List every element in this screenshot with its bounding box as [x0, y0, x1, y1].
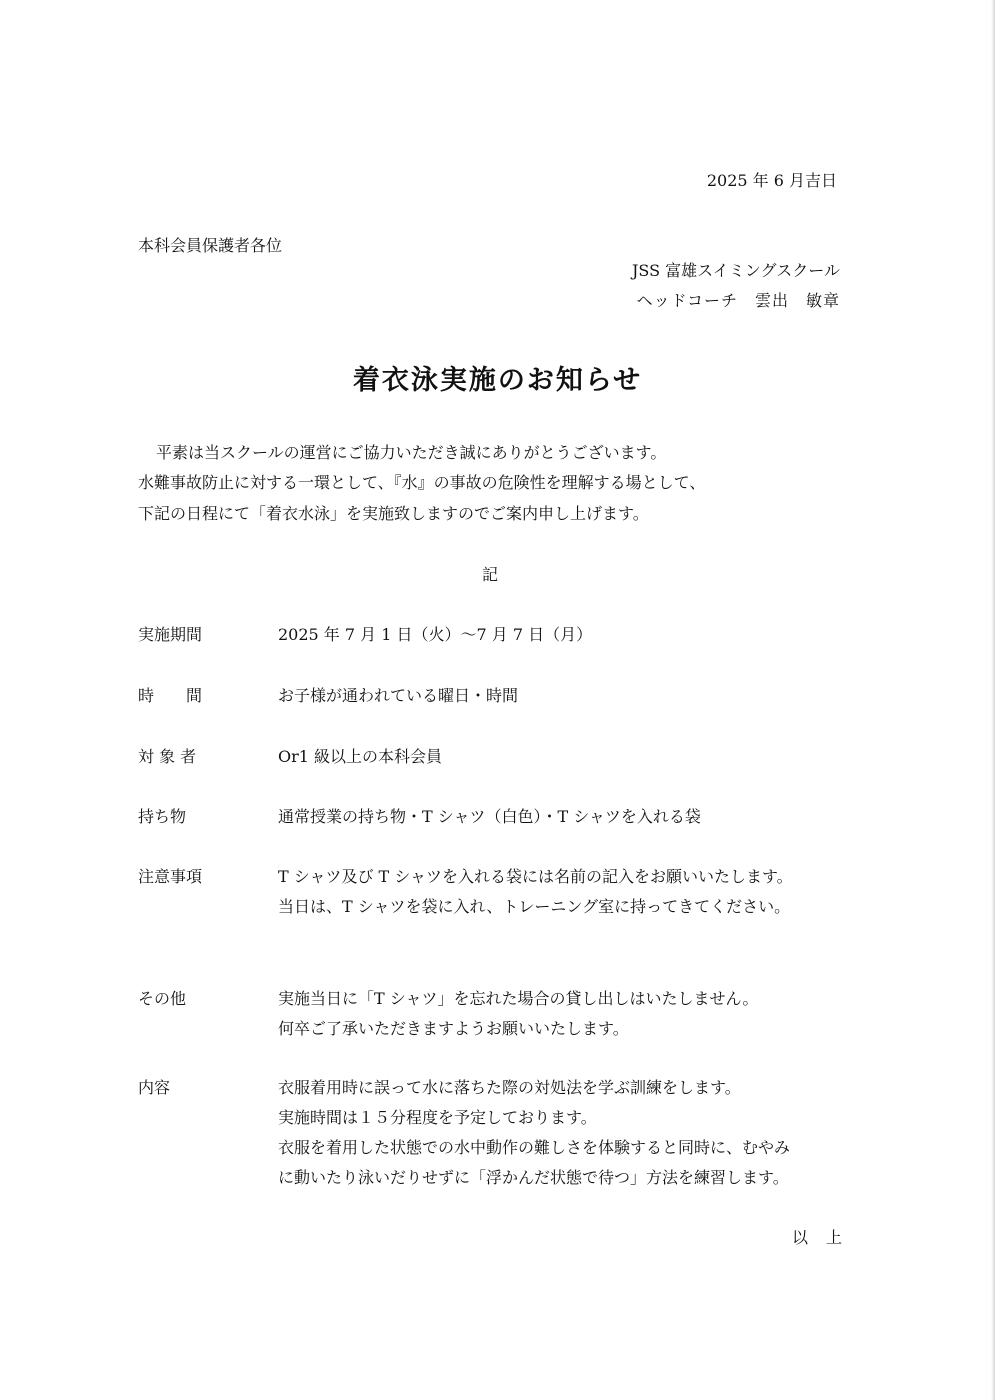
- issue-date: 2025 年 6 月吉日: [706, 171, 837, 190]
- item-value-time: お子様が通われている曜日・時間: [278, 686, 519, 705]
- item-value-target: Or1 級以上の本科会員: [278, 747, 443, 766]
- intro-line: 水難事故防止に対する一環として、『水』の事故の危険性を理解する場として、: [138, 473, 706, 492]
- recipient: 本科会員保護者各位: [138, 236, 283, 255]
- item-value-content-line: 実施時間は１５分程度を予定しております。: [278, 1108, 597, 1127]
- item-value-content-line: 衣服着用時に誤って水に落ちた際の対処法を学ぶ訓練をします。: [278, 1078, 741, 1097]
- item-value-belongings: 通常授業の持ち物・T シャツ（白色）・T シャツを入れる袋: [278, 807, 701, 826]
- item-label-content: 内容: [138, 1078, 171, 1097]
- item-value-notes-line: 当日は、T シャツを袋に入れ、トレーニング室に持ってきてください。: [278, 897, 791, 916]
- item-value-content-line: に動いたり泳いだりせずに「浮かんだ状態で待つ」方法を練習します。: [278, 1168, 789, 1187]
- item-value-other-line: 実施当日に「T シャツ」を忘れた場合の貸し出しはいたしません。: [278, 989, 759, 1008]
- item-label-belongings: 持ち物: [138, 807, 187, 826]
- item-label-period: 実施期間: [138, 625, 203, 644]
- item-label-notes: 注意事項: [138, 867, 203, 886]
- item-value-notes-line: T シャツ及び T シャツを入れる袋には名前の記入をお願いいたします。: [278, 867, 793, 886]
- scan-edge-shadow: [991, 0, 995, 1400]
- closing-mark: 以 上: [791, 1228, 843, 1247]
- document-title: 着衣泳実施のお知らせ: [352, 365, 643, 396]
- item-label-other: その他: [138, 989, 187, 1008]
- ki-marker: 記: [482, 565, 499, 584]
- item-label-time: 時 間: [138, 686, 203, 705]
- item-value-other-line: 何卒ご了承いただきますようお願いいたします。: [278, 1019, 629, 1038]
- sender-name: ヘッドコーチ 雲出 敏章: [636, 291, 840, 310]
- sender-organization: JSS 富雄スイミングスクール: [631, 261, 840, 280]
- item-label-target: 対 象 者: [138, 747, 197, 766]
- intro-line: 平素は当スクールの運営にご協力いただき誠にありがとうございます。: [156, 443, 667, 462]
- item-value-period: 2025 年 7 月 1 日（火）〜7 月 7 日（月）: [278, 625, 593, 644]
- item-value-content-line: 衣服を着用した状態での水中動作の難しさを体験すると同時に、むやみ: [278, 1138, 791, 1157]
- intro-line: 下記の日程にて「着衣水泳」を実施致しますのでご案内申し上げます。: [138, 504, 649, 523]
